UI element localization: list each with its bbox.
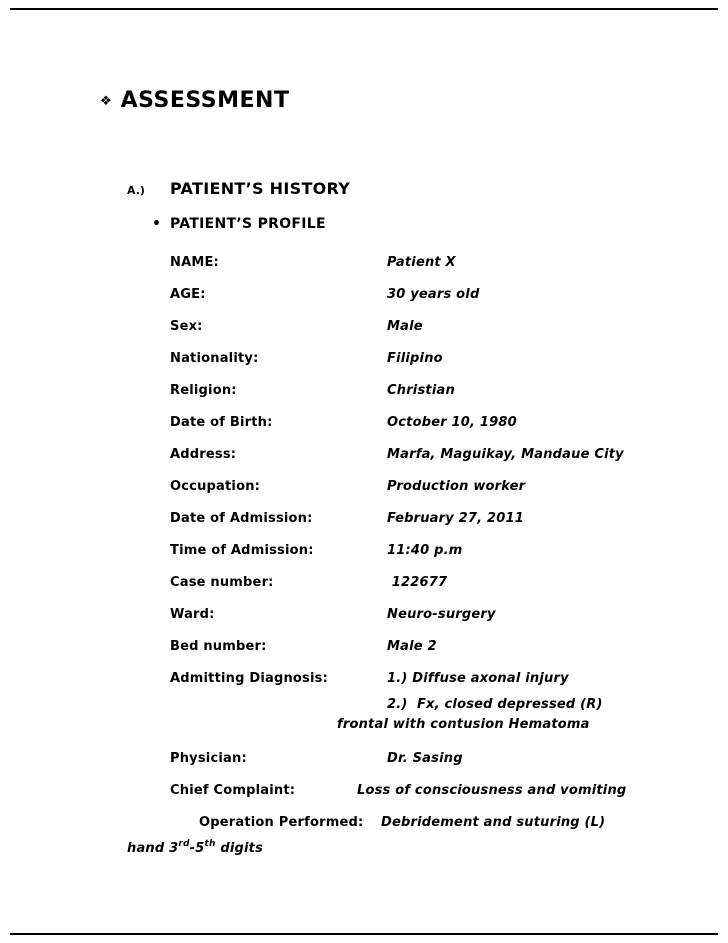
field-value: Marfa, Maguikay, Mandaue City [387, 446, 624, 462]
section-marker: A.) [127, 184, 145, 197]
field-value: October 10, 1980 [387, 414, 517, 430]
field-value: Male [387, 318, 423, 334]
patients-history-heading [127, 179, 350, 198]
page-bottom-border [10, 933, 718, 935]
assessment-heading [100, 88, 289, 113]
field-label: Occupation: [170, 478, 261, 494]
field-label: Date of Birth: [170, 414, 273, 430]
field-value: Male 2 [387, 638, 437, 654]
profile-row-age [170, 278, 705, 310]
operation-text-part: -5 [189, 840, 205, 856]
field-value: Debridement and suturing (L) [381, 814, 606, 830]
profile-row-name [170, 246, 705, 278]
field-label: Physician: [170, 750, 247, 766]
patients-profile-heading [152, 216, 326, 232]
patients-history-title: PATIENT’S HISTORY [170, 179, 351, 198]
profile-row-date-of-admission [170, 502, 705, 534]
field-label: Admitting Diagnosis: [170, 670, 328, 686]
profile-fields [127, 246, 705, 858]
profile-row-sex [170, 310, 705, 342]
profile-row-chief-complaint [170, 774, 705, 806]
field-label: Ward: [170, 606, 215, 622]
field-value: 122677 [387, 574, 448, 590]
field-value: Patient X [387, 254, 456, 270]
operation-text-part: hand 3 [127, 840, 179, 856]
field-value: Dr. Sasing [387, 750, 463, 766]
profile-row-nationality [170, 342, 705, 374]
operation-text-part: digits [215, 840, 264, 856]
field-value: Christian [387, 382, 455, 398]
profile-row-religion [170, 374, 705, 406]
profile-row-time-of-admission [170, 534, 705, 566]
field-value: Neuro-surgery [387, 606, 496, 622]
field-value: Loss of consciousness and vomiting [357, 782, 627, 798]
operation-continuation-line [127, 838, 705, 858]
field-label: Religion: [170, 382, 237, 398]
ordinal-superscript: th [204, 839, 216, 849]
field-label: Sex: [170, 318, 203, 334]
diamond-bullet-icon: ❖ [100, 94, 112, 109]
field-label: Case number: [170, 574, 274, 590]
field-value: 11:40 p.m [387, 542, 463, 558]
ordinal-superscript: rd [178, 839, 190, 849]
field-label: Address: [170, 446, 237, 462]
field-value: Filipino [387, 350, 443, 366]
field-label: Time of Admission: [170, 542, 314, 558]
profile-row-physician [170, 742, 705, 774]
bullet-icon: • [152, 216, 162, 232]
profile-row-case-number [170, 566, 705, 598]
field-label: AGE: [170, 286, 206, 302]
profile-row-bed-number [170, 630, 705, 662]
profile-row-occupation [170, 470, 705, 502]
profile-row-admitting-diagnosis [170, 662, 705, 694]
diagnosis-line-2: 2.) Fx, closed depressed (R) [387, 696, 603, 712]
field-value: 30 years old [387, 286, 480, 302]
field-label: Chief Complaint: [170, 782, 296, 798]
profile-row-operation-performed [170, 806, 705, 838]
field-label: Bed number: [170, 638, 267, 654]
profile-row-ward [170, 598, 705, 630]
profile-row-address [170, 438, 705, 470]
field-label: Date of Admission: [170, 510, 313, 526]
field-value: Production worker [387, 478, 526, 494]
field-label: NAME: [170, 254, 219, 270]
page-top-border [10, 8, 718, 10]
field-value: February 27, 2011 [387, 510, 524, 526]
patients-profile-title: PATIENT’S PROFILE [170, 216, 326, 232]
field-value: 1.) Diffuse axonal injury [387, 670, 569, 686]
diagnosis-line-3: frontal with contusion Hematoma [337, 716, 590, 732]
field-label: Operation Performed: [199, 814, 364, 830]
field-label: Nationality: [170, 350, 259, 366]
profile-row-date-of-birth [170, 406, 705, 438]
assessment-title: ASSESSMENT [120, 88, 290, 113]
